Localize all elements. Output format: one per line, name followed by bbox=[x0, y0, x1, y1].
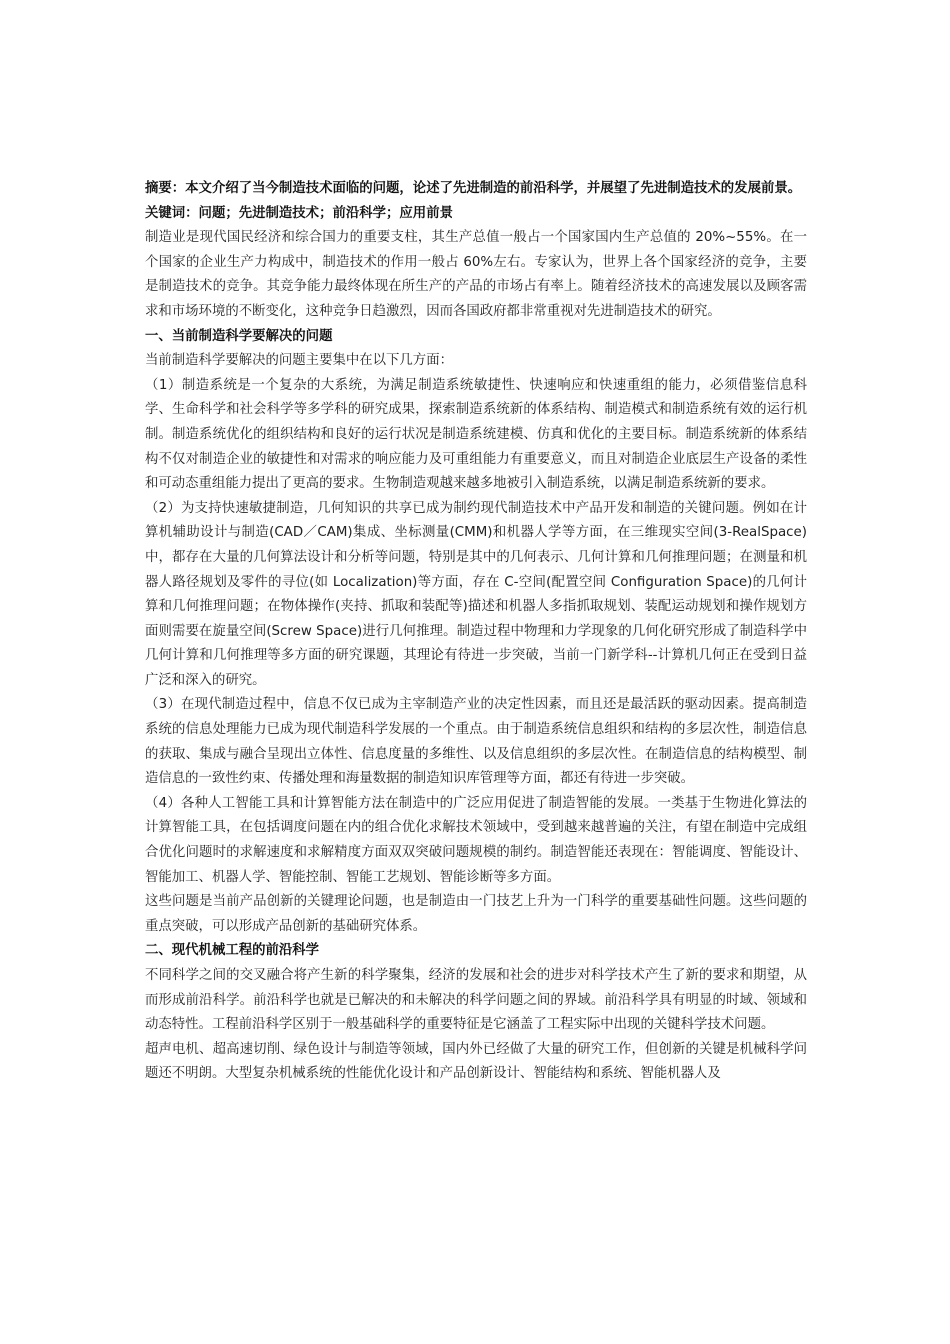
abstract: 摘要：本文介绍了当今制造技术面临的问题，论述了先进制造的前沿科学，并展望了先进制造技术的发展前景。 bbox=[145, 181, 802, 196]
section-1-heading: 一、当前制造科学要解决的问题 bbox=[145, 328, 333, 344]
keywords: 关键词：问题；先进制造技术；前沿科学；应用前景 bbox=[145, 205, 453, 221]
section-1-item-4: （4）各种人工智能工具和计算智能方法在制造中的广泛应用促进了制造智能的发展。一类基于生物进化算法的计算智能工具，在包括调度问题在内的组合优化求解技术领域中，受到越来越普遍的关注，有望在制造中完成组合优化问题时的求解速度和求解精度方面双双突破问题规模的制约。制造智能还表现在：智能调度、智能设计、智能加工、机器人学、智能控制、智能工艺规划、智能诊断等多方面。 bbox=[145, 795, 807, 885]
section-2-heading: 二、现代机械工程的前沿科学 bbox=[145, 943, 320, 959]
section-1-lead: 当前制造科学要解决的问题主要集中在以下几方面： bbox=[145, 353, 453, 369]
section-1-item-2: （2）为支持快速敏捷制造，几何知识的共享已成为制约现代制造技术中产品开发和制造的关键问题。例如在计算机辅助设计与制造(CAD／CAM)集成、坐标测量(CMM)和机器人学等方面，在三维现实空间(3-RealSpace)中，都存在大量的几何算法设计和分析等问题，特别是其中的几何表示、几何计算和几何推理问题；在测量和机器人路径规划及零件的寻位(如 Localization)等方面，存在 C-空间(配置空间 Configuration Space)的几何计算和几何推理问题；在物体操作(夹持、抓取和装配等)描述和机器人多指抓取规划、装配运动规划和操作规划方面则需要在旋量空间(Screw Space)进行几何推理。制造过程中物理和力学现象的几何化研究形成了制造科学中几何计算和几何推理等多方面的研究课题，其理论有待进一步突破，当前一门新学科--计算机几何正在受到日益广泛和深入的研究。 bbox=[145, 500, 807, 688]
section-1-closing: 这些问题是当前产品创新的关键理论问题，也是制造由一门技艺上升为一门科学的重要基础性问题。这些问题的重点突破，可以形成产品创新的基础研究体系。 bbox=[145, 894, 807, 934]
intro-paragraph: 制造业是现代国民经济和综合国力的重要支柱，其生产总值一般占一个国家国内生产总值的 20%~55%。在一个国家的企业生产力构成中，制造技术的作用一般占 60%左右。专家认为，世界上各个国家经济的竞争，主要是制造技术的竞争。其竞争能力最终体现在所生产的产品的市场占有率上。随着经济技术的高速发展以及顾客需求和市场环境的不断变化，这种竞争日趋激烈，因而各国政府都非常重视对先进制造技术的研究。 bbox=[145, 230, 807, 319]
section-2-paragraph-1: 不同科学之间的交叉融合将产生新的科学聚集，经济的发展和社会的进步对科学技术产生了新的要求和期望，从而形成前沿科学。前沿科学也就是已解决的和未解决的科学问题之间的界域。前沿科学具有明显的时域、领域和动态特性。工程前沿科学区别于一般基础科学的重要特征是它涵盖了工程实际中出现的关键科学技术问题。 bbox=[145, 968, 807, 1033]
section-1-item-1: （1）制造系统是一个复杂的大系统，为满足制造系统敏捷性、快速响应和快速重组的能力，必须借鉴信息科学、生命科学和社会科学等多学科的研究成果，探索制造系统新的体系结构、制造模式和制造系统有效的运行机制。制造系统优化的组织结构和良好的运行状况是制造系统建模、仿真和优化的主要目标。制造系统新的体系结构不仅对制造企业的敏捷性和对需求的响应能力及可重组能力有重要意义，而且对制造企业底层生产设备的柔性和可动态重组能力提出了更高的要求。生物制造观越来越多地被引入制造系统，以满足制造系统新的要求。 bbox=[145, 377, 807, 492]
section-1-item-3: （3）在现代制造过程中，信息不仅已成为主宰制造产业的决定性因素，而且还是最活跃的驱动因素。提高制造系统的信息处理能力已成为现代制造科学发展的一个重点。由于制造系统信息组织和结构的多层次性，制造信息的获取、集成与融合呈现出立体性、信息度量的多维性、以及信息组织的多层次性。在制造信息的结构模型、制造信息的一致性约束、传播处理和海量数据的制造知识库管理等方面，都还有待进一步突破。 bbox=[145, 697, 807, 787]
section-2-paragraph-2: 超声电机、超高速切削、绿色设计与制造等领域，国内外已经做了大量的研究工作，但创新的关键是机械科学问题还不明朗。大型复杂机械系统的性能优化设计和产品创新设计、智能结构和系统、智能机器人及 bbox=[145, 1041, 807, 1082]
document-body bbox=[145, 177, 807, 1087]
